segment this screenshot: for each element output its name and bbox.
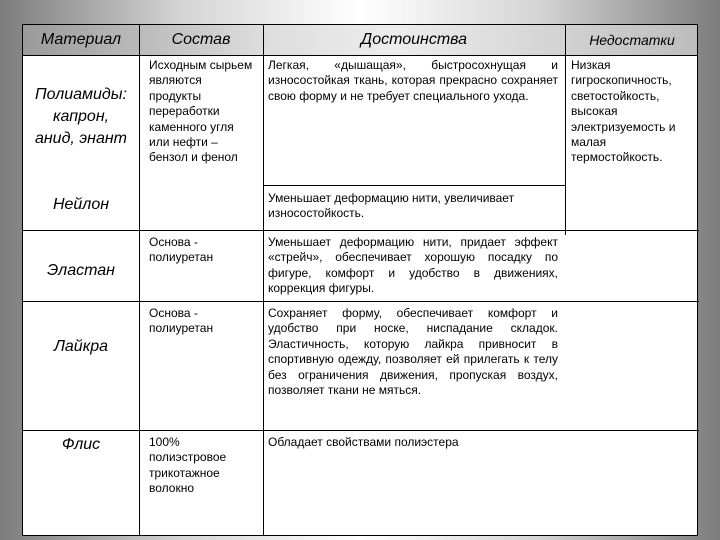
material-polyamides-line3: анид, энант bbox=[34, 130, 128, 147]
advantages-fleece: Обладает свойствами полиэстера bbox=[268, 435, 459, 449]
material-nylon: Нейлон bbox=[52, 196, 110, 213]
header-disadvantages: Недостатки bbox=[589, 32, 675, 48]
material-fleece: Флис bbox=[61, 436, 101, 453]
header-composition: Состав bbox=[171, 31, 231, 48]
composition-lycra: Основа - полиуретан bbox=[149, 306, 214, 336]
material-polyamides-line1: Полиамиды: bbox=[35, 86, 127, 103]
material-elastane: Эластан bbox=[47, 262, 115, 279]
material-polyamides-line2: капрон, bbox=[52, 108, 110, 125]
header-advantages: Достоинства bbox=[360, 31, 468, 48]
composition-fleece: 100% полиэстровое трикотажное волокно bbox=[149, 435, 227, 496]
advantages-lycra: Сохраняет форму, обеспечивает комфорт и удобство при носке, ниспадание складок. Эластичность, которую лайкра привносит в спортивную одежду, позволяет ей прилегать к телу без ограничения движения, пропуская воздух, позволяет ткани не мяться. bbox=[268, 306, 558, 398]
disadvantages-polyamides: Низкая гигроскопичность, светостойкость, высокая электризуемость и малая термостойкость. bbox=[571, 58, 676, 165]
col-divider-1 bbox=[139, 25, 140, 535]
material-lycra: Лайкра bbox=[53, 338, 109, 355]
col-divider-2 bbox=[263, 25, 264, 535]
advantages-polyamides: Легкая, «дышащая», быстросохнущая и износостойкая ткань, которая прекрасно сохраняет свою форму и не требует специального ухода. bbox=[268, 58, 558, 103]
advantages-elastane: Уменьшает деформацию нити, придает эффект «стрейч», обеспечивает хорошую посадку по фигуре, комфорт и удобство в движениях, коррекция фигуры. bbox=[268, 235, 558, 296]
composition-elastane: Основа - полиуретан bbox=[149, 235, 214, 265]
col-divider-3 bbox=[565, 25, 566, 235]
materials-table bbox=[22, 24, 698, 536]
composition-polyamides: Исходным сырьем являются продукты переработки каменного угля или нефти – бензол и фенол bbox=[149, 58, 253, 165]
row-divider-advantages-split bbox=[263, 185, 565, 186]
material-polyamides bbox=[23, 77, 139, 157]
row-divider-after-elastane bbox=[23, 301, 699, 302]
header-material: Материал bbox=[40, 31, 122, 48]
advantages-nylon: Уменьшает деформацию нити, увеличивает износостойкость. bbox=[268, 191, 515, 221]
row-divider-after-nylon bbox=[23, 230, 699, 231]
